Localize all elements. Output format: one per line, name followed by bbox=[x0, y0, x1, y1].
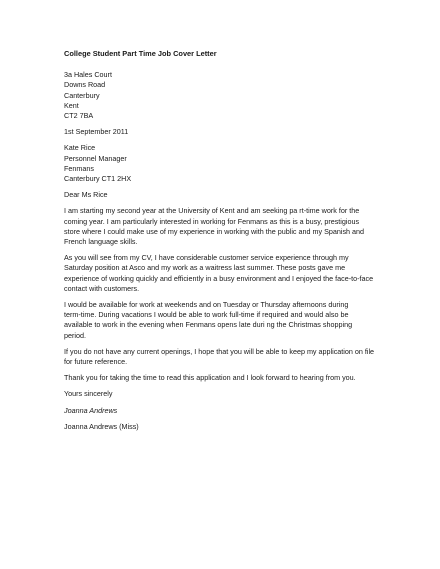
paragraph-line: coming year. I am particularly interested in working for Fenmans as this is a busy, prestigious bbox=[64, 216, 360, 226]
paragraph-line: for future reference. bbox=[64, 357, 128, 367]
paragraph-line: If you do not have any current openings, I hope that you will be able to keep my application on file bbox=[64, 346, 375, 356]
body-paragraph bbox=[64, 300, 384, 341]
body-paragraph bbox=[64, 206, 384, 247]
recipient-address bbox=[64, 143, 384, 184]
sender-address-line: Canterbury bbox=[64, 90, 100, 100]
recipient-address-line: Fenmans bbox=[64, 163, 94, 173]
paragraph-line: contact with customers. bbox=[64, 283, 140, 293]
paragraph-line: store where I could make use of my experience in working with the public and my Spanish and bbox=[64, 226, 365, 236]
paragraph-line: Saturday position at Asco and my work as a waitress last summer. These posts gave me bbox=[64, 263, 346, 273]
body-paragraph bbox=[64, 373, 384, 383]
body-paragraph bbox=[64, 347, 384, 367]
paragraph-line: As you will see from my CV, I have considerable customer service experience through my bbox=[64, 253, 349, 263]
sender-address-line: CT2 7BA bbox=[64, 111, 94, 121]
signature: Joanna Andrews bbox=[64, 405, 118, 415]
paragraph-line: available to work in the evening when Fenmans opens late duri ng the Christmas shopping bbox=[64, 320, 353, 330]
printed-name: Joanna Andrews (Miss) bbox=[64, 421, 139, 431]
paragraph-line: French language skills. bbox=[64, 237, 138, 247]
letter-content bbox=[64, 49, 384, 438]
recipient-address-line: Canterbury CT1 2HX bbox=[64, 174, 132, 184]
sender-address-line: Kent bbox=[64, 100, 79, 110]
sender-address-line: Downs Road bbox=[64, 80, 106, 90]
sender-address bbox=[64, 70, 384, 121]
paragraph-line: experience of working quickly and efficiently in a busy environment and I enjoyed the face-to-face bbox=[64, 273, 374, 283]
paragraph-line: I would be available for work at weekends and on Tuesday or Thursday afternoons during bbox=[64, 300, 349, 310]
closing: Yours sincerely bbox=[64, 389, 113, 399]
paragraph-line: Thank you for taking the time to read this application and I look forward to hearing from you. bbox=[64, 373, 356, 383]
salutation: Dear Ms Rice bbox=[64, 190, 108, 200]
paragraph-line: I am starting my second year at the University of Kent and am seeking pa rt-time work for the bbox=[64, 206, 360, 216]
paragraph-line: term-time. During vacations I would be able to work full-time if required and would also be bbox=[64, 310, 349, 320]
body-paragraph bbox=[64, 253, 384, 294]
recipient-address-line: Kate Rice bbox=[64, 143, 96, 153]
letter-date: 1st September 2011 bbox=[64, 127, 129, 137]
recipient-address-line: Personnel Manager bbox=[64, 153, 127, 163]
paragraph-line: period. bbox=[64, 330, 86, 340]
sender-address-line: 3a Hales Court bbox=[64, 70, 112, 80]
document-title: College Student Part Time Job Cover Letter bbox=[64, 49, 217, 58]
